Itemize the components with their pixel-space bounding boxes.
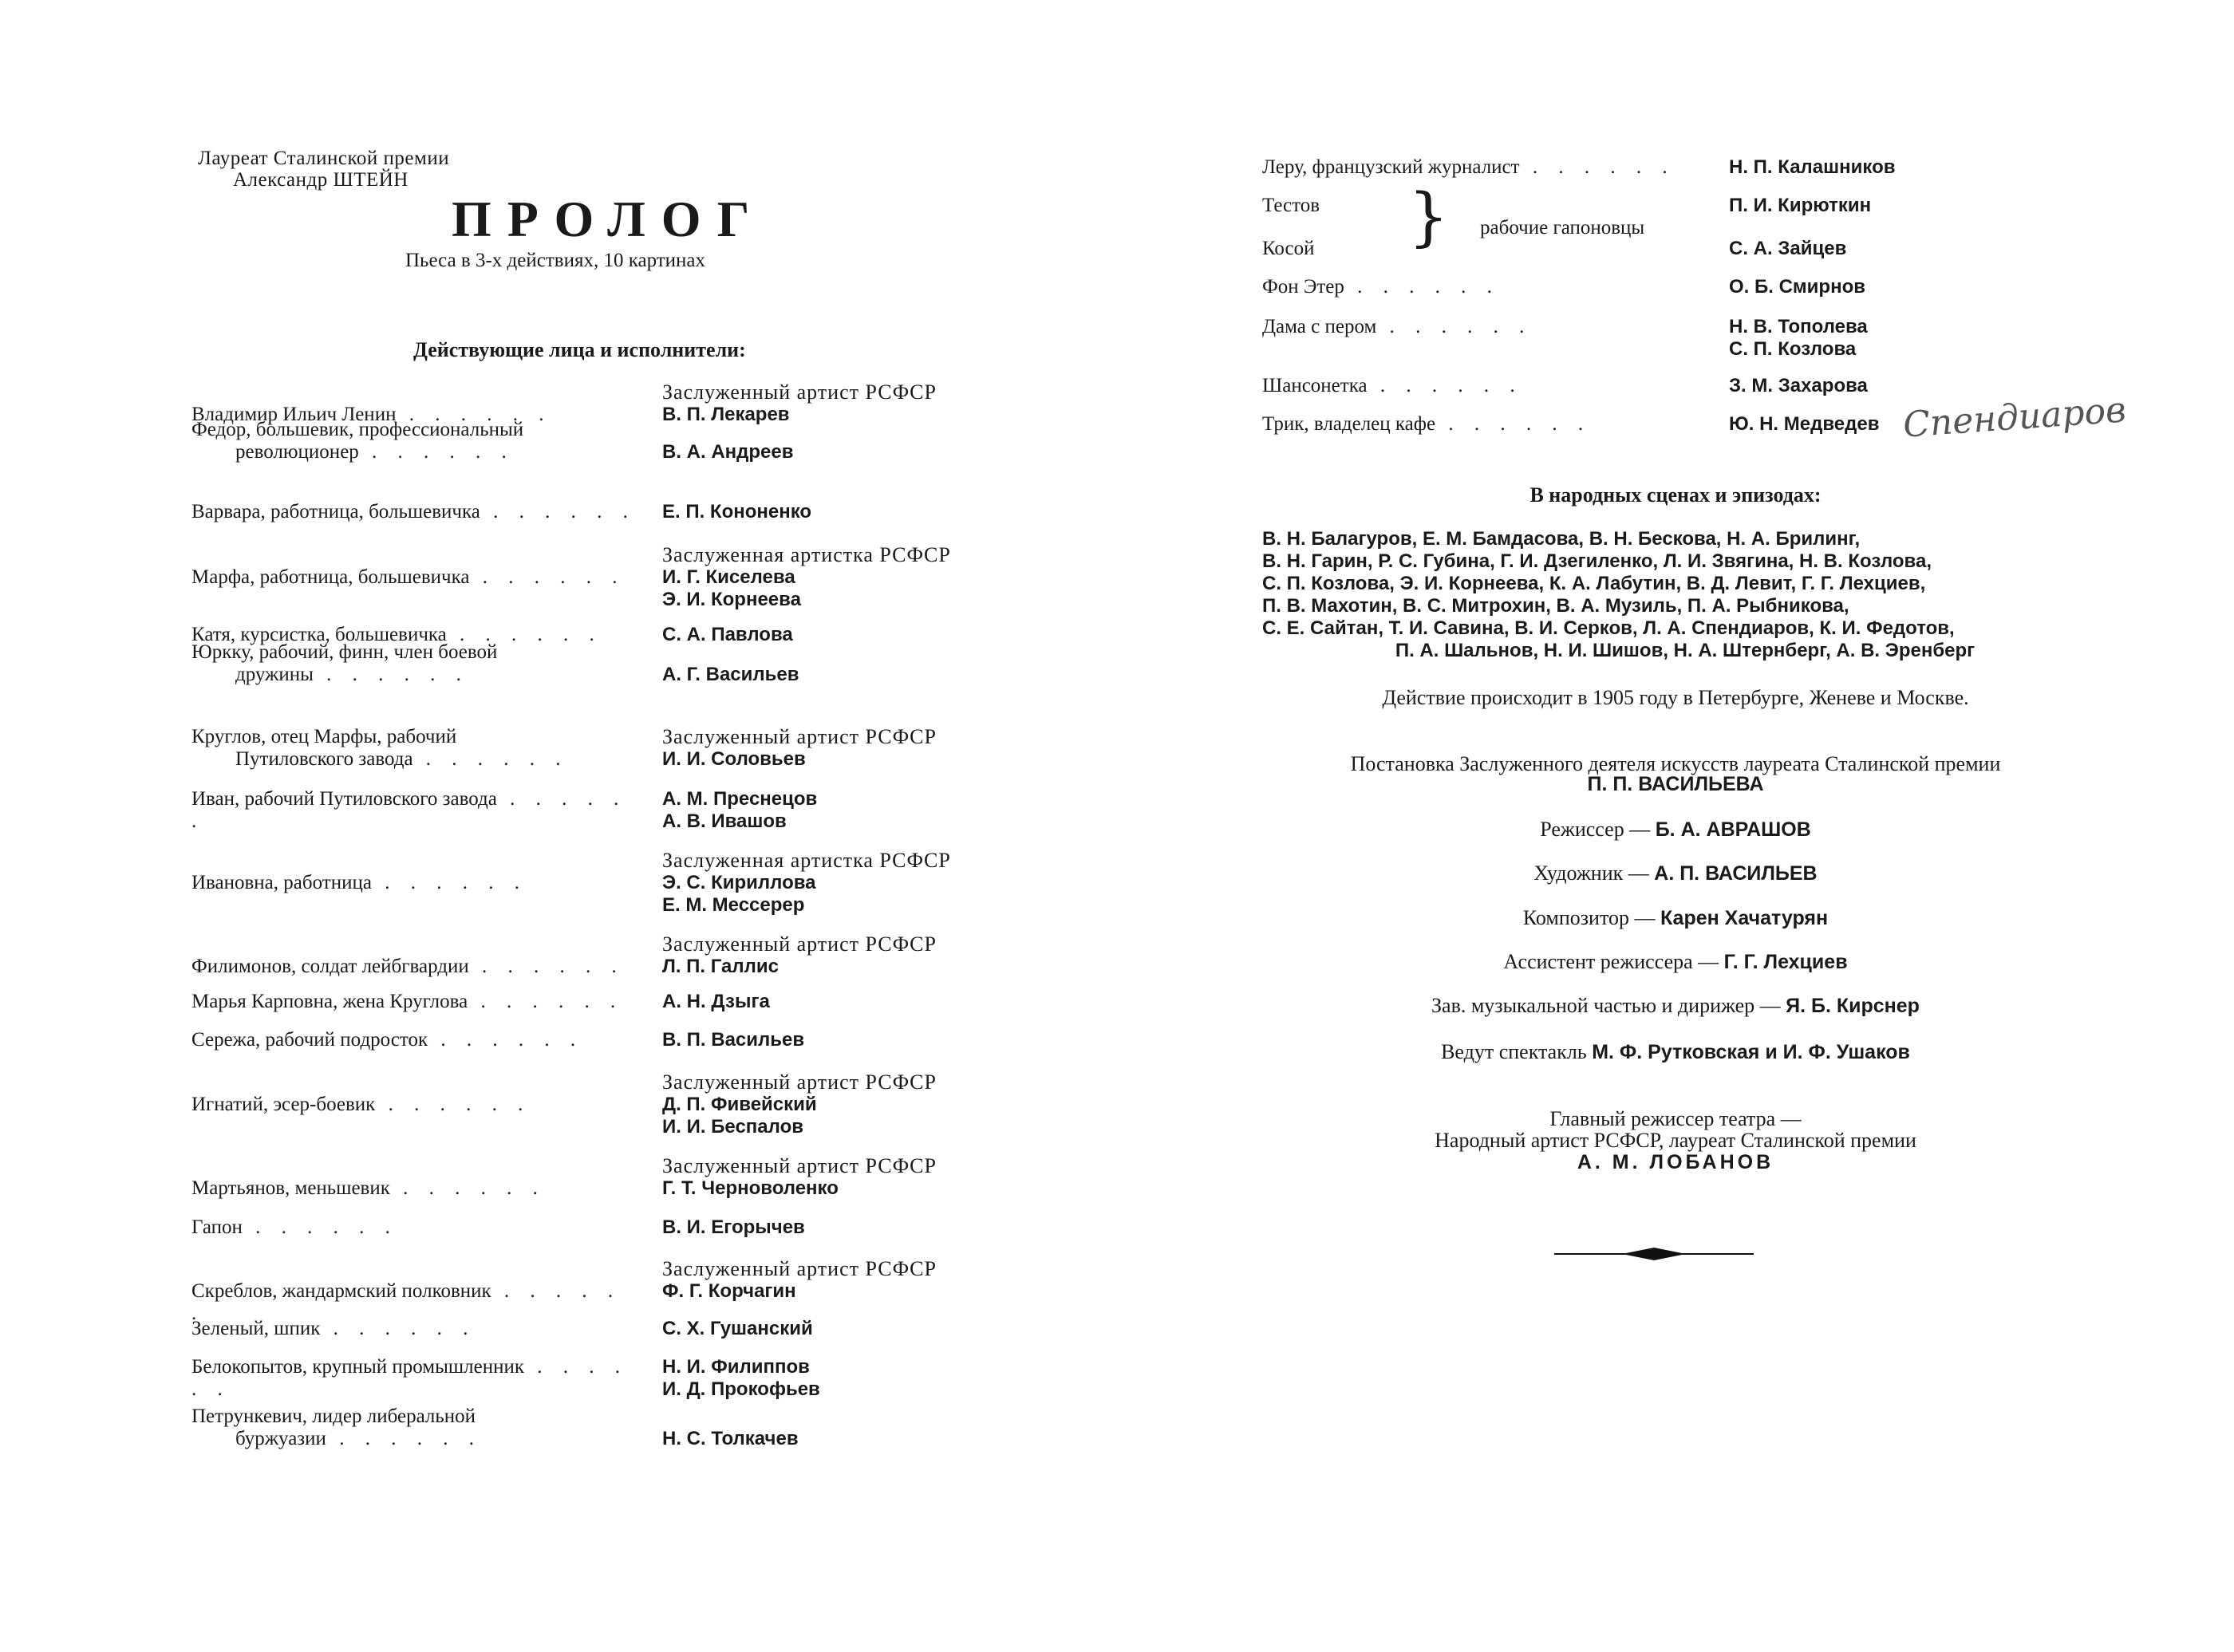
performer-name: С. Х. Гушанский xyxy=(662,1318,813,1339)
performer-block xyxy=(662,1428,799,1450)
performer-block xyxy=(662,1071,937,1138)
role-name xyxy=(191,566,646,589)
production-director xyxy=(1117,772,2234,796)
performer-block xyxy=(662,664,799,686)
performer-name: А. М. Преснецов xyxy=(662,788,818,810)
leader-dots: . . . . . . xyxy=(469,566,626,588)
role-text: Скреблов, жандармский полковник xyxy=(191,1280,491,1302)
credit-name: Г. Г. Лехциев xyxy=(1723,951,1848,973)
performer-block xyxy=(1729,413,1879,436)
leader-dots: . . . . . . xyxy=(428,1029,584,1051)
chief-line: Главный режиссер театра — xyxy=(1549,1107,1802,1130)
performer-name: О. Б. Смирнов xyxy=(1729,276,1865,298)
credit-name: Я. Б. Кирснер xyxy=(1786,995,1920,1017)
role-text: Филимонов, солдат лейбгвардии xyxy=(191,956,469,977)
leader-dots: . . . . . . xyxy=(313,664,469,685)
performer-block xyxy=(662,501,811,523)
performer-block xyxy=(662,544,951,611)
role-name xyxy=(191,1029,646,1051)
performer-block xyxy=(662,624,793,646)
extras-line: В. Н. Балагуров, Е. М. Бамдасова, В. Н. Бескова, Н. А. Брилинг, xyxy=(1262,528,1861,550)
performer-name: Н. И. Филиппов xyxy=(662,1356,810,1378)
performer-block xyxy=(1729,375,1868,397)
leader-dots: . . . . . . xyxy=(389,1177,546,1199)
credit-label: Ассистент режиссера — xyxy=(1503,950,1719,973)
performer-name: Э. С. Кириллова xyxy=(662,872,816,893)
role-name xyxy=(191,1356,646,1401)
performer-name: В. И. Егорычев xyxy=(662,1216,805,1238)
credit-assistant xyxy=(1117,950,2234,974)
role-line xyxy=(191,1177,646,1200)
performer-name: Э. И. Корнеева xyxy=(662,589,801,610)
performer-name: И. И. Соловьев xyxy=(662,748,806,770)
role-name xyxy=(191,1406,646,1450)
extras-line: В. Н. Гарин, Р. С. Губина, Г. И. Дзегиленко, Л. И. Звягина, Н. В. Козлова, xyxy=(1262,550,1932,572)
role-line xyxy=(191,748,646,771)
role-line xyxy=(191,1029,646,1051)
role-line xyxy=(191,441,646,463)
performer-name: В. А. Андреев xyxy=(662,441,794,463)
role-text: Тестов xyxy=(1262,195,1320,216)
role-name xyxy=(191,1216,646,1239)
role-text: Фон Этер xyxy=(1262,276,1344,298)
credit-leaders xyxy=(1117,1040,2234,1064)
role-text: Гапон xyxy=(191,1216,243,1238)
role-line xyxy=(191,641,646,664)
performer-name: Е. П. Кононенко xyxy=(662,501,812,522)
leader-dots: . . . . . . xyxy=(396,404,552,425)
performer-name: В. П. Васильев xyxy=(662,1029,805,1051)
role-line xyxy=(191,1356,646,1401)
performer-block xyxy=(662,1029,804,1051)
performer-name: С. А. Зайцев xyxy=(1729,238,1847,259)
role-name xyxy=(1262,375,1709,397)
role-text: Федор, большевик, профессиональный xyxy=(191,419,524,440)
chief-name xyxy=(1117,1150,2234,1174)
credit-name: Карен Хачатурян xyxy=(1660,907,1829,929)
leader-dots: . . . . . . xyxy=(1344,276,1500,298)
role-name xyxy=(191,1094,646,1116)
role-line xyxy=(191,501,646,523)
role-line xyxy=(191,1318,646,1340)
author-laureate-line: Лауреат Сталинской премии xyxy=(198,148,450,169)
author-name: Александр ШТЕЙН xyxy=(233,169,409,191)
performer-block xyxy=(662,850,951,917)
extras-line: С. П. Козлова, Э. И. Корнеева, К. А. Лабутин, В. Д. Левит, Г. Г. Лехциев, xyxy=(1262,573,1926,594)
performer-name: П. И. Кирюткин xyxy=(1729,195,1872,216)
credit-label: Режиссер — xyxy=(1540,818,1651,841)
role-name xyxy=(1262,413,1709,436)
role-name xyxy=(1262,276,1709,298)
role-name xyxy=(191,641,646,686)
credit-label: Ведут спектакль xyxy=(1441,1040,1587,1063)
performer-block xyxy=(1729,156,1896,179)
performer-name: А. В. Ивашов xyxy=(662,810,787,832)
extras-line: П. В. Махотин, В. С. Митрохин, В. А. Музиль, П. А. Рыбникова, xyxy=(1262,595,1849,617)
role-text: Владимир Ильич Ленин xyxy=(191,404,397,425)
play-title: ПРОЛОГ xyxy=(452,191,766,247)
credit-composer xyxy=(1117,906,2234,930)
performer-block xyxy=(662,1356,820,1401)
performer-block xyxy=(662,1216,805,1239)
role-line xyxy=(191,956,646,978)
leader-dots: . . . . . . xyxy=(242,1216,398,1238)
performer-block xyxy=(662,726,937,771)
performer-name: С. А. Павлова xyxy=(662,624,793,645)
performer-name: Н. В. Тополева xyxy=(1729,316,1868,337)
role-name xyxy=(191,1318,646,1340)
role-line xyxy=(191,566,646,589)
role-name xyxy=(191,956,646,978)
production-line: Постановка Заслуженного деятеля искусств лауреата Сталинской премии xyxy=(1350,752,2001,775)
role-text: Петрункевич, лидер либеральной xyxy=(191,1406,476,1427)
honorary-title: Заслуженный артист РСФСР xyxy=(662,1070,937,1094)
chief-title: Народный артист РСФСР, лауреат Сталинской премии xyxy=(1435,1129,1916,1152)
performer-name: Г. Т. Черноволенко xyxy=(662,1177,839,1199)
leader-dots: . . . . . . xyxy=(191,1280,622,1324)
role-text: Зеленый, шпик xyxy=(191,1318,321,1339)
role-text: Катя, курсистка, большевичка xyxy=(191,624,447,645)
role-name xyxy=(191,991,646,1013)
performer-block xyxy=(662,933,937,978)
production-director-name: П. П. ВАСИЛЬЕВА xyxy=(1587,773,1764,795)
performer-name: И. Д. Прокофьев xyxy=(662,1378,820,1400)
performer-block xyxy=(662,1155,937,1200)
performer-block xyxy=(1729,195,1871,217)
performer-name: И. И. Беспалов xyxy=(662,1116,803,1137)
performer-block xyxy=(662,381,937,426)
cast-heading: Действующие лица и исполнители: xyxy=(413,338,746,361)
role-name xyxy=(191,1177,646,1200)
role-name xyxy=(191,788,646,833)
performer-name: С. П. Козлова xyxy=(1729,338,1857,360)
performer-name: З. М. Захарова xyxy=(1729,375,1868,396)
role-text: Мартьянов, меньшевик xyxy=(191,1177,390,1199)
role-text: дружины xyxy=(235,664,314,685)
performer-block xyxy=(662,1258,937,1303)
right-page xyxy=(1117,0,2234,1652)
role-name xyxy=(1262,195,1709,217)
role-text: Круглов, отец Марфы, рабочий xyxy=(191,726,457,747)
leader-dots: . . . . . . xyxy=(371,872,527,893)
leader-dots: . . . . . . xyxy=(412,748,569,770)
handwritten-note: Спендиаров xyxy=(1901,389,2128,446)
leader-dots: . . . . . . xyxy=(320,1318,476,1339)
role-line xyxy=(191,1428,646,1450)
role-text: Косой xyxy=(1262,238,1315,259)
role-text: Трик, владелец кафе xyxy=(1262,413,1436,435)
performer-name: А. Н. Дзыга xyxy=(662,991,770,1012)
role-text: Марфа, работница, большевичка xyxy=(191,566,470,588)
performer-name: Н. С. Толкачев xyxy=(662,1428,799,1449)
credit-music xyxy=(1117,994,2234,1018)
role-line xyxy=(191,664,646,686)
role-line xyxy=(191,991,646,1013)
role-line xyxy=(191,1216,646,1239)
role-text: Сережа, рабочий подросток xyxy=(191,1029,428,1051)
honorary-title: Заслуженный артист РСФСР xyxy=(662,1257,937,1280)
honorary-title: Заслуженный артист РСФСР xyxy=(662,725,937,748)
group-brace: } xyxy=(1408,179,1449,254)
group-label: рабочие гапоновцы xyxy=(1480,217,1645,239)
honorary-title: Заслуженная артистка РСФСР xyxy=(662,849,951,872)
leader-dots: . . . . . . xyxy=(375,1094,531,1115)
role-name xyxy=(1262,316,1709,338)
role-text: буржуазии xyxy=(235,1428,326,1449)
performer-block xyxy=(1729,316,1868,361)
role-text: Марья Карповна, жена Круглова xyxy=(191,991,468,1012)
role-text: революционер xyxy=(235,441,359,463)
credit-director xyxy=(1117,818,2234,842)
setting-text: Действие происходит в 1905 году в Петербурге, Женеве и Москве. xyxy=(1382,686,1969,709)
leader-dots: . . . . . . xyxy=(191,788,627,832)
role-text: Шансонетка xyxy=(1262,375,1368,396)
leader-dots: . . . . . . xyxy=(468,991,624,1012)
chief-name-text: А. М. ЛОБАНОВ xyxy=(1577,1151,1774,1173)
performer-name: Ю. Н. Медведев xyxy=(1729,413,1880,435)
performer-block xyxy=(662,441,794,463)
role-line xyxy=(191,1094,646,1116)
performer-block xyxy=(662,1318,813,1340)
role-text: Ивановна, работница xyxy=(191,872,372,893)
play-subtitle: Пьеса в 3-х действиях, 10 картинах xyxy=(405,250,706,271)
leader-dots: . . . . . . xyxy=(480,501,636,522)
role-text: Леру, французский журналист xyxy=(1262,156,1520,178)
performer-name: Е. М. Мессерер xyxy=(662,894,805,916)
honorary-title: Заслуженный артист РСФСР xyxy=(662,1154,937,1177)
performer-name: А. Г. Васильев xyxy=(662,664,799,685)
honorary-title: Заслуженный артист РСФСР xyxy=(662,932,937,956)
role-name xyxy=(191,419,646,463)
credit-label: Композитор — xyxy=(1522,906,1656,929)
leader-dots: . . . . . . xyxy=(1367,375,1523,396)
performer-block xyxy=(662,991,770,1013)
performer-block xyxy=(662,788,817,833)
honorary-title: Заслуженный артист РСФСР xyxy=(662,380,937,404)
performer-name: Д. П. Фивейский xyxy=(662,1094,817,1115)
performer-block xyxy=(1729,238,1846,260)
credit-name: М. Ф. Рутковская и И. Ф. Ушаков xyxy=(1592,1041,1910,1063)
performer-name: Л. П. Галлис xyxy=(662,956,779,977)
role-text: Игнатий, эсер-боевик xyxy=(191,1094,376,1115)
performer-name: Н. П. Калашников xyxy=(1729,156,1896,178)
credit-label: Художник — xyxy=(1533,861,1649,885)
leader-dots: . . . . . . xyxy=(1376,316,1533,337)
extras-list xyxy=(1262,528,2140,662)
role-line xyxy=(191,872,646,894)
role-text: Юркку, рабочий, финн, член боевой xyxy=(191,641,498,663)
credit-name: Б. А. АВРАШОВ xyxy=(1655,818,1811,841)
role-text: Белокопытов, крупный промышленник xyxy=(191,1356,525,1378)
ornament-divider xyxy=(1554,1244,1754,1264)
role-line xyxy=(191,726,646,748)
credit-artist xyxy=(1117,861,2234,885)
role-line xyxy=(191,1406,646,1428)
role-name xyxy=(191,726,646,771)
credit-name: А. П. ВАСИЛЬЕВ xyxy=(1654,862,1818,885)
role-name xyxy=(1262,156,1709,179)
role-text: Дама с пером xyxy=(1262,316,1377,337)
role-name xyxy=(191,872,646,894)
performer-name: И. Г. Киселева xyxy=(662,566,795,588)
leader-dots: . . . . . . xyxy=(358,441,515,463)
role-line xyxy=(191,419,646,441)
leader-dots: . . . . . . xyxy=(1519,156,1676,178)
leader-dots: . . . . . . xyxy=(1435,413,1592,435)
role-text: Путиловского завода xyxy=(235,748,413,770)
leader-dots: . . . . . . xyxy=(468,956,625,977)
role-name xyxy=(1262,238,1709,260)
role-text: Варвара, работница, большевичка xyxy=(191,501,480,522)
performer-name: Ф. Г. Корчагин xyxy=(662,1280,796,1302)
extras-heading: В народных сценах и эпизодах: xyxy=(1529,483,1822,507)
leader-dots: . . . . . . xyxy=(326,1428,482,1449)
role-name xyxy=(191,501,646,523)
performer-name: В. П. Лекарев xyxy=(662,404,790,425)
leader-dots: . . . . . . xyxy=(191,1356,629,1400)
extras-line: П. А. Шальнов, Н. И. Шишов, Н. А. Штернберг, А. В. Эренберг xyxy=(1395,640,1975,661)
extras-line: С. Е. Сайтан, Т. И. Савина, В. И. Серков, Л. А. Спендиаров, К. И. Федотов, xyxy=(1262,617,1955,639)
role-line xyxy=(191,788,646,833)
role-text: Иван, рабочий Путиловского завода xyxy=(191,788,497,810)
honorary-title: Заслуженная артистка РСФСР xyxy=(662,543,951,566)
performer-block xyxy=(1729,276,1865,298)
leader-dots: . . . . . . xyxy=(446,624,602,645)
credit-label: Зав. музыкальной частью и дирижер — xyxy=(1431,994,1781,1017)
